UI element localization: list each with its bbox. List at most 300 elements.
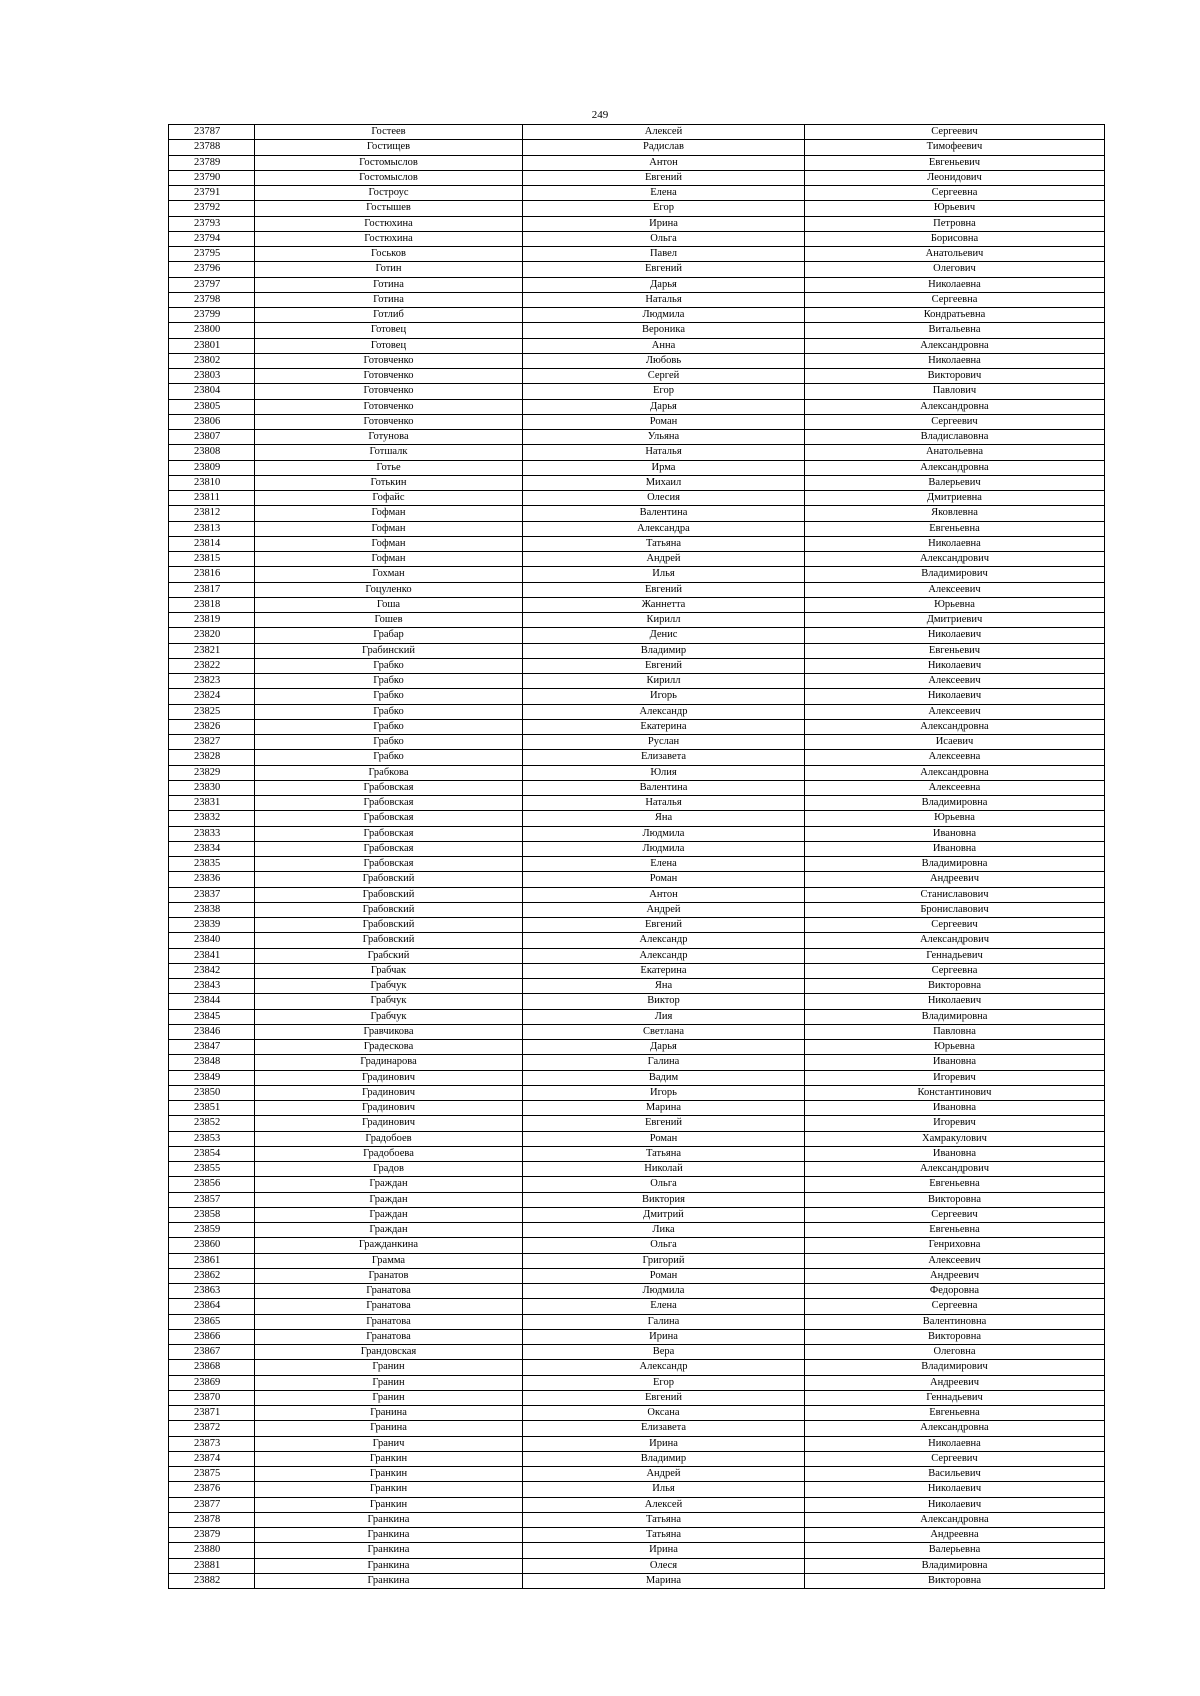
- first-name: Валентина: [523, 780, 805, 795]
- last-name: Грабовский: [255, 887, 523, 902]
- patronymic: Константинович: [805, 1085, 1105, 1100]
- patronymic: Николаевич: [805, 1482, 1105, 1497]
- last-name: Градинович: [255, 1101, 523, 1116]
- patronymic: Дмитриевна: [805, 491, 1105, 506]
- record-number: 23842: [169, 963, 255, 978]
- record-number: 23874: [169, 1451, 255, 1466]
- patronymic: Борисовна: [805, 231, 1105, 246]
- last-name: Готье: [255, 460, 523, 475]
- record-number: 23867: [169, 1345, 255, 1360]
- table-row: [169, 628, 1105, 643]
- first-name: Антон: [523, 887, 805, 902]
- last-name: Госьков: [255, 247, 523, 262]
- patronymic: Кондратьевна: [805, 308, 1105, 323]
- patronymic: Викторовна: [805, 979, 1105, 994]
- table-row: [169, 963, 1105, 978]
- first-name: Григорий: [523, 1253, 805, 1268]
- record-number: 23790: [169, 170, 255, 185]
- last-name: Градобоева: [255, 1146, 523, 1161]
- patronymic: Николаевич: [805, 1497, 1105, 1512]
- patronymic: Брониславович: [805, 902, 1105, 917]
- patronymic: Ивановна: [805, 1101, 1105, 1116]
- record-number: 23834: [169, 841, 255, 856]
- table-row: [169, 292, 1105, 307]
- record-number: 23819: [169, 613, 255, 628]
- record-number: 23796: [169, 262, 255, 277]
- table-row: [169, 582, 1105, 597]
- record-number: 23835: [169, 857, 255, 872]
- patronymic: Владимирович: [805, 1360, 1105, 1375]
- page-number: 249: [591, 109, 609, 121]
- last-name: Гранатова: [255, 1299, 523, 1314]
- table-row: [169, 1207, 1105, 1222]
- table-row: [169, 445, 1105, 460]
- record-number: 23858: [169, 1207, 255, 1222]
- last-name: Грабовская: [255, 841, 523, 856]
- record-number: 23829: [169, 765, 255, 780]
- table-row: [169, 735, 1105, 750]
- patronymic: Васильевич: [805, 1467, 1105, 1482]
- table-row: [169, 1558, 1105, 1573]
- first-name: Галина: [523, 1314, 805, 1329]
- record-number: 23808: [169, 445, 255, 460]
- patronymic: Генриховна: [805, 1238, 1105, 1253]
- table-row: [169, 796, 1105, 811]
- first-name: Кирилл: [523, 674, 805, 689]
- patronymic: Юрьевич: [805, 201, 1105, 216]
- record-number: 23846: [169, 1024, 255, 1039]
- record-number: 23817: [169, 582, 255, 597]
- first-name: Евгений: [523, 918, 805, 933]
- table-row: [169, 1345, 1105, 1360]
- table-row: [169, 521, 1105, 536]
- record-number: 23864: [169, 1299, 255, 1314]
- patronymic: Леонидович: [805, 170, 1105, 185]
- record-number: 23833: [169, 826, 255, 841]
- record-number: 23836: [169, 872, 255, 887]
- table-row: [169, 1070, 1105, 1085]
- last-name: Грабский: [255, 948, 523, 963]
- first-name: Наталья: [523, 292, 805, 307]
- last-name: Грамма: [255, 1253, 523, 1268]
- first-name: Елена: [523, 857, 805, 872]
- table-row: [169, 1360, 1105, 1375]
- patronymic: Николаевна: [805, 277, 1105, 292]
- first-name: Татьяна: [523, 1146, 805, 1161]
- table-row: [169, 918, 1105, 933]
- record-number: 23876: [169, 1482, 255, 1497]
- first-name: Екатерина: [523, 963, 805, 978]
- first-name: Лика: [523, 1223, 805, 1238]
- first-name: Роман: [523, 872, 805, 887]
- first-name: Валентина: [523, 506, 805, 521]
- last-name: Гранкин: [255, 1497, 523, 1512]
- patronymic: Николаевна: [805, 353, 1105, 368]
- first-name: Евгений: [523, 1116, 805, 1131]
- first-name: Татьяна: [523, 1512, 805, 1527]
- table-row: [169, 994, 1105, 1009]
- table-row: [169, 1253, 1105, 1268]
- table-row: [169, 704, 1105, 719]
- table-row: [169, 674, 1105, 689]
- first-name: Ирина: [523, 1436, 805, 1451]
- first-name: Виктор: [523, 994, 805, 1009]
- table-row: [169, 247, 1105, 262]
- record-number: 23854: [169, 1146, 255, 1161]
- table-row: [169, 140, 1105, 155]
- table-row: [169, 643, 1105, 658]
- record-number: 23809: [169, 460, 255, 475]
- first-name: Алексей: [523, 1497, 805, 1512]
- record-number: 23870: [169, 1390, 255, 1405]
- table-row: [169, 979, 1105, 994]
- first-name: Антон: [523, 155, 805, 170]
- patronymic: Алексеевна: [805, 750, 1105, 765]
- table-row: [169, 231, 1105, 246]
- last-name: Грандовская: [255, 1345, 523, 1360]
- first-name: Елена: [523, 186, 805, 201]
- patronymic: Анатольевна: [805, 445, 1105, 460]
- first-name: Вера: [523, 1345, 805, 1360]
- first-name: Сергей: [523, 369, 805, 384]
- record-number: 23820: [169, 628, 255, 643]
- last-name: Готькин: [255, 475, 523, 490]
- first-name: Евгений: [523, 262, 805, 277]
- record-number: 23881: [169, 1558, 255, 1573]
- table-row: [169, 1528, 1105, 1543]
- patronymic: Николаевна: [805, 1436, 1105, 1451]
- first-name: Павел: [523, 247, 805, 262]
- table-row: [169, 1375, 1105, 1390]
- table-row: [169, 902, 1105, 917]
- last-name: Гранин: [255, 1360, 523, 1375]
- first-name: Евгений: [523, 658, 805, 673]
- first-name: Оксана: [523, 1406, 805, 1421]
- patronymic: Александровна: [805, 338, 1105, 353]
- patronymic: Ивановна: [805, 1055, 1105, 1070]
- first-name: Ирина: [523, 1329, 805, 1344]
- patronymic: Евгеньевна: [805, 521, 1105, 536]
- first-name: Екатерина: [523, 719, 805, 734]
- first-name: Наталья: [523, 445, 805, 460]
- patronymic: Ивановна: [805, 826, 1105, 841]
- record-number: 23855: [169, 1162, 255, 1177]
- record-number: 23869: [169, 1375, 255, 1390]
- patronymic: Викторович: [805, 369, 1105, 384]
- record-number: 23794: [169, 231, 255, 246]
- first-name: Марина: [523, 1573, 805, 1588]
- first-name: Яна: [523, 979, 805, 994]
- table-row: [169, 1146, 1105, 1161]
- last-name: Грабовская: [255, 826, 523, 841]
- table-row: [169, 1467, 1105, 1482]
- table-row: [169, 826, 1105, 841]
- last-name: Грабчук: [255, 1009, 523, 1024]
- record-number: 23840: [169, 933, 255, 948]
- table-row: [169, 1238, 1105, 1253]
- record-number: 23861: [169, 1253, 255, 1268]
- last-name: Гофман: [255, 506, 523, 521]
- last-name: Грабчук: [255, 979, 523, 994]
- patronymic: Сергеевич: [805, 918, 1105, 933]
- patronymic: Александровна: [805, 1421, 1105, 1436]
- patronymic: Алексеевич: [805, 582, 1105, 597]
- record-number: 23801: [169, 338, 255, 353]
- last-name: Гошев: [255, 613, 523, 628]
- record-number: 23862: [169, 1268, 255, 1283]
- first-name: Владимир: [523, 643, 805, 658]
- record-number: 23851: [169, 1101, 255, 1116]
- first-name: Андрей: [523, 1467, 805, 1482]
- first-name: Любовь: [523, 353, 805, 368]
- first-name: Галина: [523, 1055, 805, 1070]
- last-name: Готовец: [255, 323, 523, 338]
- last-name: Гостищев: [255, 140, 523, 155]
- table-row: [169, 780, 1105, 795]
- record-number: 23873: [169, 1436, 255, 1451]
- record-number: 23812: [169, 506, 255, 521]
- record-number: 23827: [169, 735, 255, 750]
- table-row: [169, 1101, 1105, 1116]
- last-name: Гранатова: [255, 1329, 523, 1344]
- last-name: Гражданкина: [255, 1238, 523, 1253]
- record-number: 23860: [169, 1238, 255, 1253]
- table-row: [169, 1268, 1105, 1283]
- last-name: Грабко: [255, 658, 523, 673]
- table-row: [169, 323, 1105, 338]
- last-name: Гранин: [255, 1390, 523, 1405]
- record-number: 23806: [169, 414, 255, 429]
- patronymic: Александровна: [805, 399, 1105, 414]
- table-row: [169, 262, 1105, 277]
- table-row: [169, 1299, 1105, 1314]
- record-number: 23832: [169, 811, 255, 826]
- last-name: Гранкин: [255, 1451, 523, 1466]
- first-name: Илья: [523, 567, 805, 582]
- first-name: Илья: [523, 1482, 805, 1497]
- last-name: Гранкина: [255, 1528, 523, 1543]
- first-name: Роман: [523, 414, 805, 429]
- record-number: 23849: [169, 1070, 255, 1085]
- last-name: Грабовский: [255, 872, 523, 887]
- patronymic: Валерьевич: [805, 475, 1105, 490]
- first-name: Егор: [523, 1375, 805, 1390]
- table-row: [169, 460, 1105, 475]
- last-name: Готлиб: [255, 308, 523, 323]
- table-row: [169, 430, 1105, 445]
- table-row: [169, 1314, 1105, 1329]
- patronymic: Александрович: [805, 1162, 1105, 1177]
- first-name: Людмила: [523, 826, 805, 841]
- table-row: [169, 399, 1105, 414]
- patronymic: Владимировна: [805, 1009, 1105, 1024]
- last-name: Гранкин: [255, 1482, 523, 1497]
- first-name: Елизавета: [523, 750, 805, 765]
- record-number: 23822: [169, 658, 255, 673]
- record-number: 23792: [169, 201, 255, 216]
- last-name: Грабар: [255, 628, 523, 643]
- table-row: [169, 1390, 1105, 1405]
- last-name: Грабко: [255, 719, 523, 734]
- patronymic: Валентиновна: [805, 1314, 1105, 1329]
- patronymic: Сергеевна: [805, 963, 1105, 978]
- patronymic: Викторовна: [805, 1192, 1105, 1207]
- patronymic: Викторовна: [805, 1329, 1105, 1344]
- first-name: Александр: [523, 1360, 805, 1375]
- record-number: 23789: [169, 155, 255, 170]
- table-row: [169, 552, 1105, 567]
- first-name: Елена: [523, 1299, 805, 1314]
- last-name: Гофайс: [255, 491, 523, 506]
- patronymic: Николаевич: [805, 994, 1105, 1009]
- table-row: [169, 1284, 1105, 1299]
- last-name: Грабовский: [255, 918, 523, 933]
- table-row: [169, 765, 1105, 780]
- record-number: 23815: [169, 552, 255, 567]
- first-name: Яна: [523, 811, 805, 826]
- first-name: Ольга: [523, 1177, 805, 1192]
- table-row: [169, 384, 1105, 399]
- record-number: 23793: [169, 216, 255, 231]
- patronymic: Алексеевич: [805, 704, 1105, 719]
- first-name: Егор: [523, 201, 805, 216]
- record-number: 23863: [169, 1284, 255, 1299]
- first-name: Руслан: [523, 735, 805, 750]
- first-name: Виктория: [523, 1192, 805, 1207]
- table-row: [169, 491, 1105, 506]
- first-name: Роман: [523, 1131, 805, 1146]
- patronymic: Алексеевич: [805, 674, 1105, 689]
- record-number: 23847: [169, 1040, 255, 1055]
- last-name: Гранкина: [255, 1543, 523, 1558]
- first-name: Дарья: [523, 1040, 805, 1055]
- last-name: Готунова: [255, 430, 523, 445]
- patronymic: Валерьевна: [805, 1543, 1105, 1558]
- patronymic: Александрович: [805, 933, 1105, 948]
- table-row: [169, 1131, 1105, 1146]
- record-number: 23805: [169, 399, 255, 414]
- last-name: Грабко: [255, 750, 523, 765]
- table-row: [169, 1192, 1105, 1207]
- patronymic: Геннадьевич: [805, 1390, 1105, 1405]
- first-name: Людмила: [523, 1284, 805, 1299]
- patronymic: Евгеньевич: [805, 155, 1105, 170]
- last-name: Гостомыслов: [255, 170, 523, 185]
- last-name: Грабчак: [255, 963, 523, 978]
- table-row: [169, 170, 1105, 185]
- record-number: 23823: [169, 674, 255, 689]
- last-name: Гранатова: [255, 1284, 523, 1299]
- last-name: Градескова: [255, 1040, 523, 1055]
- record-number: 23872: [169, 1421, 255, 1436]
- last-name: Граждан: [255, 1207, 523, 1222]
- table-row: [169, 689, 1105, 704]
- last-name: Готин: [255, 262, 523, 277]
- patronymic: Сергеевич: [805, 125, 1105, 140]
- table-row: [169, 277, 1105, 292]
- table-row: [169, 841, 1105, 856]
- record-number: 23844: [169, 994, 255, 1009]
- patronymic: Андреевич: [805, 872, 1105, 887]
- first-name: Радислав: [523, 140, 805, 155]
- record-number: 23811: [169, 491, 255, 506]
- last-name: Гранкина: [255, 1573, 523, 1588]
- first-name: Андрей: [523, 552, 805, 567]
- record-number: 23798: [169, 292, 255, 307]
- last-name: Грабко: [255, 735, 523, 750]
- record-number: 23871: [169, 1406, 255, 1421]
- last-name: Грабовский: [255, 902, 523, 917]
- last-name: Грабовская: [255, 811, 523, 826]
- first-name: Ирина: [523, 216, 805, 231]
- first-name: Александр: [523, 948, 805, 963]
- record-number: 23841: [169, 948, 255, 963]
- last-name: Гостюхина: [255, 216, 523, 231]
- table-row: [169, 338, 1105, 353]
- record-number: 23837: [169, 887, 255, 902]
- patronymic: Евгеньевна: [805, 1223, 1105, 1238]
- patronymic: Николаевич: [805, 658, 1105, 673]
- last-name: Гостышев: [255, 201, 523, 216]
- table-row: [169, 125, 1105, 140]
- table-row: [169, 155, 1105, 170]
- record-number: 23831: [169, 796, 255, 811]
- first-name: Дарья: [523, 399, 805, 414]
- last-name: Гостюхина: [255, 231, 523, 246]
- table-row: [169, 1223, 1105, 1238]
- first-name: Владимир: [523, 1451, 805, 1466]
- last-name: Градинарова: [255, 1055, 523, 1070]
- last-name: Готовченко: [255, 399, 523, 414]
- record-number: 23804: [169, 384, 255, 399]
- patronymic: Александровна: [805, 1512, 1105, 1527]
- table-row: [169, 597, 1105, 612]
- record-number: 23843: [169, 979, 255, 994]
- record-number: 23853: [169, 1131, 255, 1146]
- last-name: Готина: [255, 292, 523, 307]
- table-row: [169, 567, 1105, 582]
- patronymic: Владимирович: [805, 567, 1105, 582]
- first-name: Олесия: [523, 491, 805, 506]
- record-number: 23826: [169, 719, 255, 734]
- table-row: [169, 857, 1105, 872]
- record-number: 23839: [169, 918, 255, 933]
- last-name: Градов: [255, 1162, 523, 1177]
- patronymic: Юрьевна: [805, 811, 1105, 826]
- first-name: Ульяна: [523, 430, 805, 445]
- last-name: Грабко: [255, 674, 523, 689]
- last-name: Гохман: [255, 567, 523, 582]
- patronymic: Сергеевна: [805, 186, 1105, 201]
- table-row: [169, 201, 1105, 216]
- first-name: Андрей: [523, 902, 805, 917]
- table-row: [169, 506, 1105, 521]
- first-name: Денис: [523, 628, 805, 643]
- table-row: [169, 1024, 1105, 1039]
- patronymic: Андреевна: [805, 1528, 1105, 1543]
- record-number: 23856: [169, 1177, 255, 1192]
- first-name: Вероника: [523, 323, 805, 338]
- record-number: 23824: [169, 689, 255, 704]
- record-number: 23852: [169, 1116, 255, 1131]
- record-number: 23800: [169, 323, 255, 338]
- last-name: Гостеев: [255, 125, 523, 140]
- last-name: Градинович: [255, 1070, 523, 1085]
- record-number: 23816: [169, 567, 255, 582]
- last-name: Грабкова: [255, 765, 523, 780]
- patronymic: Евгеньевна: [805, 1177, 1105, 1192]
- first-name: Анна: [523, 338, 805, 353]
